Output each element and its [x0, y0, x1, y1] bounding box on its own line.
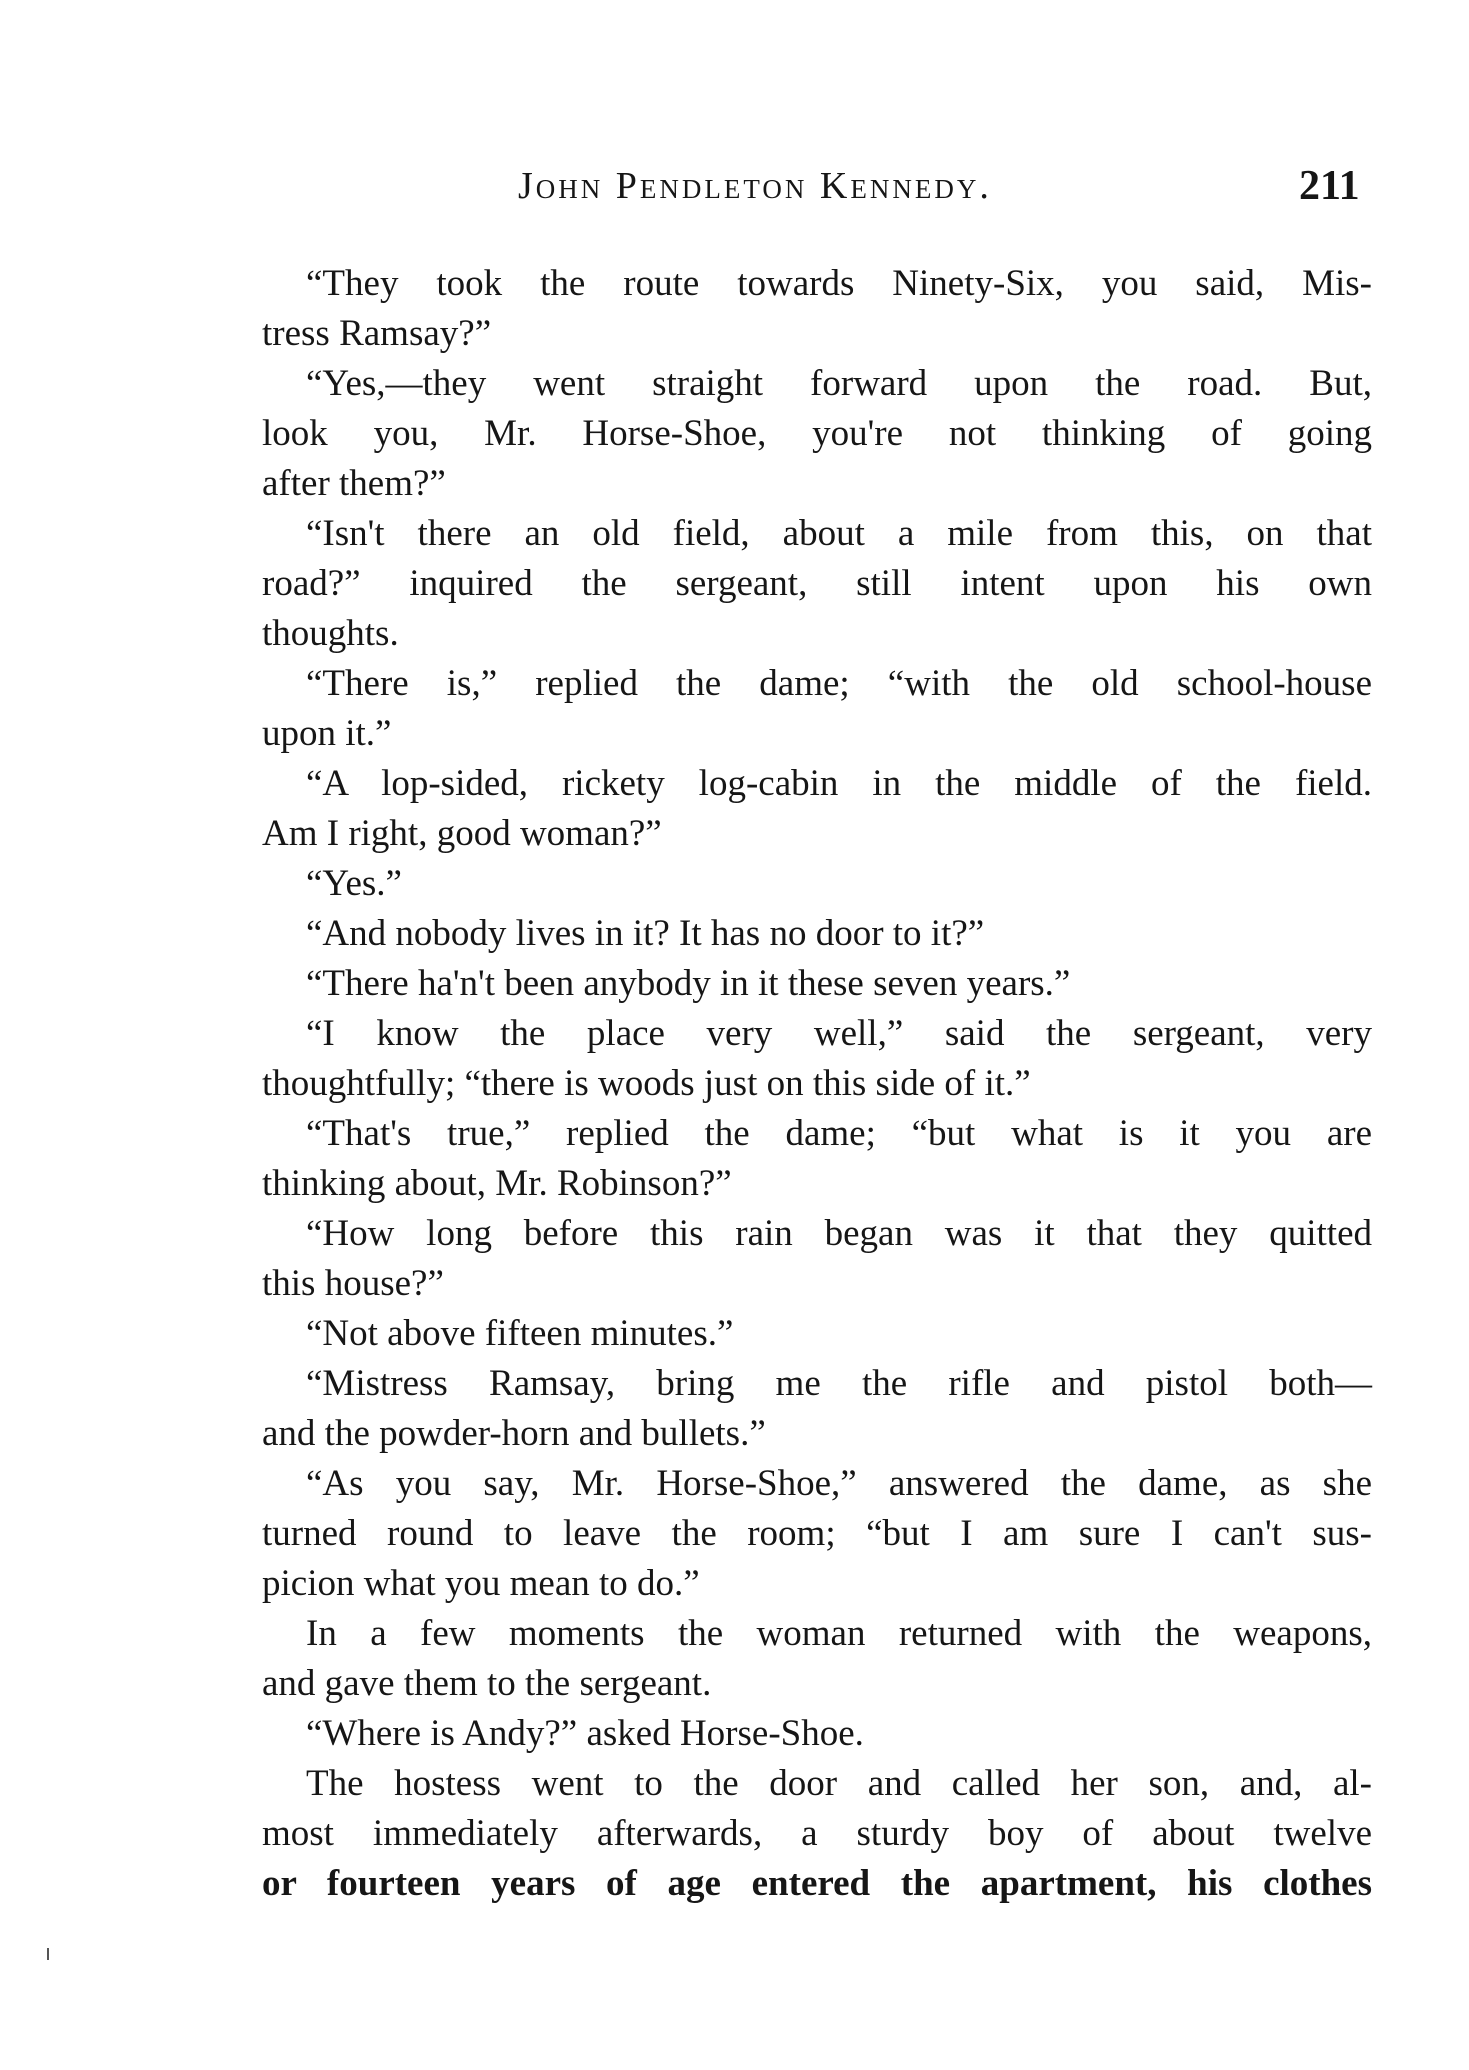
text-line: look you, Mr. Horse-Shoe, you're not thinking of going — [262, 413, 1372, 454]
text-line: thoughts. — [262, 613, 399, 654]
text-line: Am I right, good woman?” — [262, 813, 662, 854]
text-line: most immediately afterwards, a sturdy boy of about twelve — [262, 1813, 1372, 1854]
text-line: turned round to leave the room; “but I am sure I can't sus- — [262, 1513, 1372, 1554]
text-line: after them?” — [262, 463, 446, 504]
text-line: In a few moments the woman returned with the weapons, — [306, 1613, 1372, 1654]
text-line: The hostess went to the door and called her son, and, al- — [306, 1763, 1372, 1804]
text-line: “And nobody lives in it? It has no door to it?” — [306, 913, 985, 954]
text-line: this house?” — [262, 1263, 444, 1304]
text-line: and gave them to the sergeant. — [262, 1663, 712, 1704]
text-line: thoughtfully; “there is woods just on this side of it.” — [262, 1063, 1031, 1104]
text-line: “Isn't there an old field, about a mile from this, on that — [306, 513, 1372, 554]
text-line: “Not above fifteen minutes.” — [306, 1313, 734, 1354]
text-line: “As you say, Mr. Horse-Shoe,” answered the dame, as she — [306, 1463, 1372, 1504]
running-title: John Pendleton Kennedy. — [518, 165, 992, 207]
text-line: “How long before this rain began was it that they quitted — [306, 1213, 1372, 1254]
text-line: upon it.” — [262, 713, 392, 754]
text-line: “Yes.” — [306, 863, 402, 904]
text-line: “Yes,—they went straight forward upon the road. But, — [306, 363, 1372, 404]
text-line: picion what you mean to do.” — [262, 1563, 700, 1604]
margin-mark — [47, 1948, 49, 1960]
text-line: and the powder-horn and bullets.” — [262, 1413, 766, 1454]
text-line: tress Ramsay?” — [262, 313, 492, 354]
text-line: “I know the place very well,” said the sergeant, very — [306, 1013, 1372, 1054]
text-line: “There is,” replied the dame; “with the old school-house — [306, 663, 1372, 704]
text-line: “That's true,” replied the dame; “but what is it you are — [306, 1113, 1372, 1154]
text-line: road?” inquired the sergeant, still intent upon his own — [262, 563, 1372, 604]
page-number: 211 — [1299, 163, 1360, 209]
text-line: or fourteen years of age entered the apartment, his clothes — [262, 1863, 1372, 1904]
text-line: “Where is Andy?” asked Horse-Shoe. — [306, 1713, 864, 1754]
body-text — [262, 259, 1372, 1909]
text-line: “There ha'n't been anybody in it these seven years.” — [306, 963, 1071, 1004]
text-line: “They took the route towards Ninety-Six, you said, Mis- — [306, 263, 1372, 304]
text-line: thinking about, Mr. Robinson?” — [262, 1163, 732, 1204]
page-header — [0, 164, 1469, 224]
text-line: “A lop-sided, rickety log-cabin in the middle of the field. — [306, 763, 1372, 804]
text-line: “Mistress Ramsay, bring me the rifle and pistol both— — [306, 1363, 1372, 1404]
